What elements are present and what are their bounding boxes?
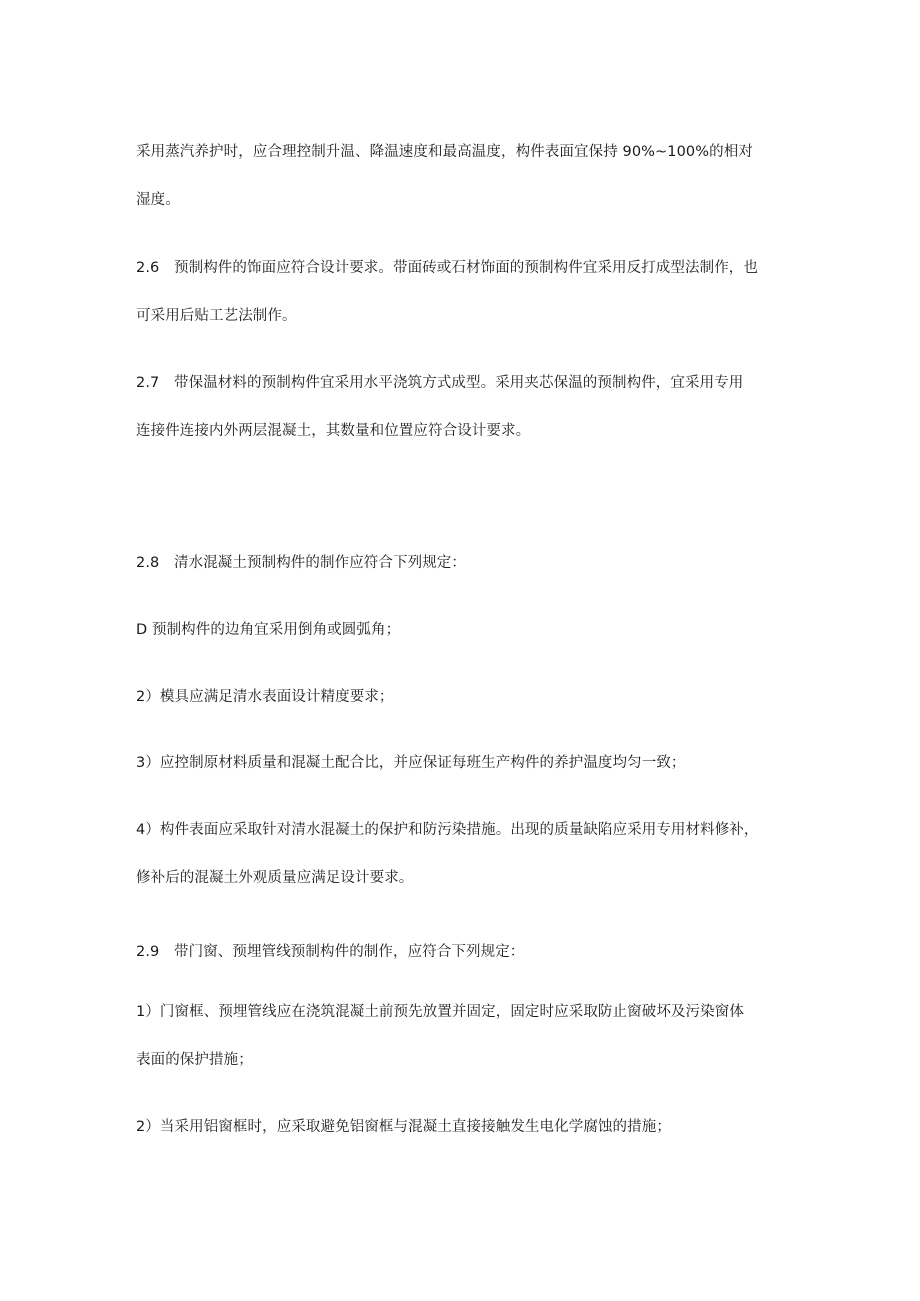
paragraph-line: 采用蒸汽养护时，应合理控制升温、降温速度和最高温度，构件表面宜保持 90%~100%的相对 [136,144,753,160]
section-number: 2.7 [136,375,160,391]
list-item: 1）门窗框、预埋管线应在浇筑混凝土前预先放置并固定，固定时应采取防止窗破坏及污染窗体 [136,1004,744,1020]
paragraph-line: 可采用后贴工艺法制作。 [136,308,297,324]
section-heading-line [136,258,758,278]
section-text: 清水混凝土预制构件的制作应符合下列规定： [174,555,466,571]
list-item: 2）模具应满足清水表面设计精度要求； [136,689,394,705]
section-text: 带保温材料的预制构件宜采用水平浇筑方式成型。采用夹芯保温的预制构件，宜采用专用 [174,375,744,391]
paragraph-line: 湿度。 [136,192,180,208]
list-item: 2）当采用铝窗框时，应采取避免铝窗框与混凝土直接接触发生电化学腐蚀的措施； [136,1119,671,1135]
paragraph-line: 表面的保护措施； [136,1052,253,1068]
section-heading-line [136,373,743,393]
list-item: 3）应控制原材料质量和混凝土配合比，并应保证每班生产构件的养护温度均匀一致； [136,755,686,771]
section-text: 带门窗、预埋管线预制构件的制作，应符合下列规定： [174,944,525,960]
section-number: 2.6 [136,260,160,276]
paragraph-line: 修补后的混凝土外观质量应满足设计要求。 [136,870,414,886]
list-item: 4）构件表面应采取针对清水混凝土的保护和防污染措施。出现的质量缺陷应采用专用材料修补， [136,822,759,838]
list-item: D 预制构件的边角宜采用倒角或圆弧角； [136,622,401,638]
section-heading-line [136,942,524,962]
section-text: 预制构件的饰面应符合设计要求。带面砖或石材饰面的预制构件宜采用反打成型法制作，也 [174,260,758,276]
section-heading-line [136,553,466,573]
paragraph-line: 连接件连接内外两层混凝土，其数量和位置应符合设计要求。 [136,423,531,439]
section-number: 2.8 [136,555,160,571]
section-number: 2.9 [136,944,160,960]
